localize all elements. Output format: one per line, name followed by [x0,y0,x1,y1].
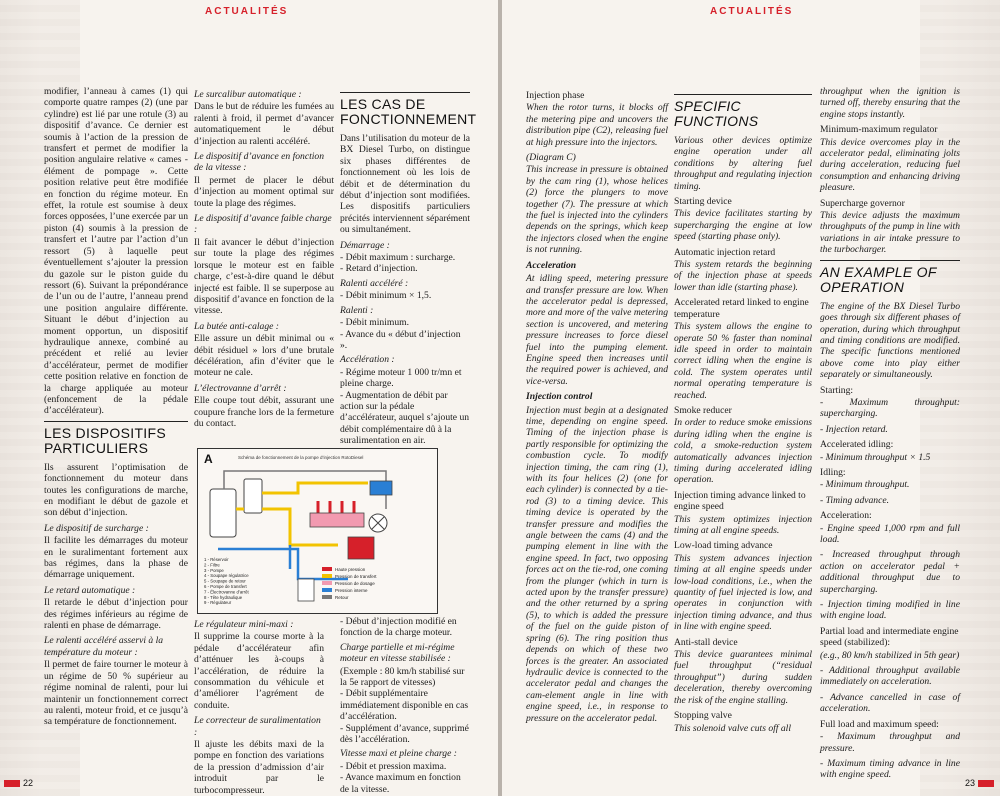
legend-color-label: Haute pression [335,567,366,572]
diagram-color-legend [322,567,377,600]
device-heading: Le régulateur mini-maxi : [194,619,294,630]
device-text: Il ajuste les débits maxi de la pompe en fonction des variations de la pression d’admission d’air introduit par le turbocompresseur. [194,739,324,796]
left-column-2 [194,86,334,433]
case-line: - Timing advance. [820,494,890,506]
legend-number-item: 7 - Électrovanne d’arrêt [204,589,249,595]
legend-color-label: Pression interne [335,588,368,593]
function-heading: Minimum-maximum regulator [820,124,938,136]
page-number-left [4,778,33,788]
legend-number-item: 6 - Pompe de transfert [204,584,247,589]
legend-number-item: 4 - Soupape régulatrice [204,573,249,579]
function-heading: Automatic injection retard [674,246,776,258]
case-line: - Augmentation de débit par action sur la pédale d’accélérateur, auquel s’ajoute un débit complémentaire dû à la suralimentation en air. [340,389,470,447]
case-line: - Maximum throughput and pressure. [820,731,960,754]
device-text: Elle coupe tout débit, assurant une coupure franche lors de la fermeture du contact. [194,395,334,429]
injection-pump-diagram [197,448,438,614]
device-heading: Le correcteur de suralimentation : [194,715,321,738]
case-heading: Full load and maximum speed: [820,718,939,730]
filter-shape [244,479,262,513]
section-title: AN EXAMPLE OF OPERATION [820,260,960,295]
section-title: LES CAS DE FONCTIONNEMENT [340,92,470,127]
case-line: - Avance maximum en fonction de la vitesse. [340,772,461,795]
case-line: - Début d’injection modifié en fonction de la charge moteur. [340,616,457,639]
function-heading: Supercharge governor [820,197,905,209]
case-line: - Retard d’injection. [340,263,418,275]
case-heading: Partial load and intermediate engine speed (stabilized): [820,625,959,649]
device-text: Elle assure un débit minimal ou « débit résiduel » lors d’une brutale décélération, afin d’éviter que le moteur ne cale. [194,333,334,379]
page-header: ACTUALITÉS [710,6,794,17]
page-number: 22 [23,778,34,788]
function-heading: Smoke reducer [674,404,732,416]
legend-swatch [322,581,332,585]
page-number: 23 [964,778,975,788]
function-text: In order to reduce smoke emissions during idling when the engine is cold, a smoke-reduction system automatically advances injection timing during accelerated idling operation. [674,417,812,486]
case-line: - Engine speed 1,000 rpm and full load. [820,522,960,545]
body-paragraph: At idling speed, metering pressure and transfer pressure are low. When the accelerator pedal is depressed, more and more of the valve metering section is uncovered, and metering pressure increases to force diesel fuel into the pumping element. Engine speed then increases until the required power is achieved, and vice-versa. [526,273,668,387]
device-heading: La butée anti-calage : [194,320,279,332]
legend-swatch [322,595,332,599]
right-column-3 [820,86,960,785]
left-column-1 [44,86,188,732]
reservoir-shape [210,489,236,537]
case-heading: Démarrage : [340,239,390,251]
diagram-caption: Schéma de fonctionnement de la pompe d’injection RotoDiesel [238,455,364,460]
section-intro: Various other devices optimize engine operation under all conditions by altering fuel throughput and regulating injection timing. [674,135,812,192]
section-intro: Ils assurent l’optimisation de fonctionnement du moteur dans toutes les configurations de marche, en modifiant le début de gazole et son début d’injection. [44,461,188,519]
case-line: - Minimum throughput × 1.5 [820,451,931,463]
pump-body-shape [348,537,374,559]
right-column-2 [674,90,812,738]
legend-swatch [322,588,332,592]
legend-swatch [322,574,332,578]
device-text: Il supprime la course morte à la pédale d’accélérateur afin d’atténuer les à-coups à l’accélération, de réduire la consommation du véhicule et d’améliorer l’agrément de conduite. [194,631,324,711]
function-heading: Accelerated retard linked to engine temperature [674,297,809,320]
device-heading: Le retard automatique : [44,584,136,596]
device-text: Il fait avancer le début d’injection sur toute la plage des régimes lorsque le moteur est en faible charge, c’est-à-dire quand le début injecté est faible. Il se superpose au dispositif d’avance en fonction de la vitesse. [194,236,334,317]
case-line: - Débit maximum : surcharge. [340,252,456,264]
case-line: - Additional throughput available immediately on acceleration. [820,665,960,688]
solenoid-shape [370,481,392,495]
device-heading: L’électrovanne d’arrêt : [194,382,287,394]
device-heading: Le dispositif de surcharge : [44,522,149,534]
case-heading: Vitesse maxi et pleine charge : [340,748,457,760]
device-text: Dans le but de réduire les fumées au ralenti à froid, il permet d’avancer automatiquement le début d’injection au ralenti accéléré. [194,101,334,147]
function-text: This system advances injection timing at all engine speeds under low-load conditions, i.e., when the quantity of fuel injected is low, and operates in conjunction with injection timing advance, and thus in line with engine speed. [674,552,812,633]
case-line: - Increased throughput through action on accelerator pedal + additional throughput due to supercharging. [820,549,960,595]
function-heading: Anti-stall device [674,636,738,648]
section-title: LES DISPOSITIFS PARTICULIERS [44,421,188,456]
folio-bar [978,780,994,787]
legend-swatch [322,567,332,571]
case-line: - Injection timing modified in line with engine load. [820,599,960,622]
diagram-letter: A [204,452,213,466]
case-line: - Maximum timing advance in line with engine speed. [820,757,960,781]
function-text: This device guarantees minimal fuel throughput (“residual throughput”) during sudden deceleration, thereby overcoming the risk of the engine stalling. [674,649,812,706]
case-line: - Débit supplémentaire immédiatement disponible en cas d’accélération. [340,688,469,723]
case-line: - Débit et pression maxima. [340,760,447,772]
case-line: - Supplément d’avance, supprimé dès l’accélération. [340,722,469,746]
case-line: - Débit minimum × 1,5. [340,290,432,302]
case-line: - Régime moteur 1 000 tr/mn et pleine charge. [340,366,462,390]
function-text: This device adjusts the maximum throughputs of the pump in line with variations in air intake pressure to the turbocharger. [820,210,960,256]
left-page [0,0,498,796]
subsection-heading: Injection phase [526,90,585,101]
left-column-2-lower [194,616,324,796]
case-line: - Maximum throughput: supercharging. [820,396,960,420]
function-text: This system optimizes injection timing at all engine speeds. [674,513,812,536]
case-line: (e.g., 80 km/h stabilized in 5th gear) [820,649,960,661]
device-heading: Le surcalibur automatique : [194,89,302,100]
function-text: This system allows the engine to operate 50 % faster than nominal idle speed in order to maintain correct idling when the engine is cold. The system operates until normal operating temperature is reached. [674,321,812,401]
legend-number-item: 2 - Filtre [204,562,220,568]
section-intro: The engine of the BX Diesel Turbo goes through six different phases of operation, during which throughput and timing conditions are modified. The specific functions mentioned above come into play either separately or simultaneously. [820,300,960,381]
device-text: Il permet de placer le début d’injection au moment optimal sur toute la plage des régimes. [194,174,334,209]
device-text: Il retarde le début d’injection pour des régimes inférieurs au régime de ralenti en phase de démarrage. [44,597,188,632]
piston-shape [298,579,314,601]
legend-number-item: 5 - Soupape de retour [204,578,246,584]
folio-bar [4,780,20,787]
diagram-number-legend [204,557,249,605]
device-text: Il facilite les démarrages du moteur en le suralimentant fortement aux bas régimes, dans la phase de démarrage uniquement. [44,535,188,581]
case-heading: Idling: [820,466,846,478]
function-heading: Starting device [674,196,732,208]
case-line: - Injection retard. [820,423,888,435]
case-heading: Ralenti accéléré : [340,277,409,289]
function-text: This solenoid valve cuts off all [674,722,791,734]
function-text: This system retards the beginning of the injection phase at speeds lower than idle (starting phase). [674,259,812,293]
function-text: This device overcomes play in the accelerator pedal, eliminating jolts during acceleration, reducing fuel consumption and enhancing driving pleasure. [820,136,960,194]
section-title: SPECIFIC FUNCTIONS [674,94,812,129]
right-column-1 [526,86,668,728]
legend-color-label: Pression de dosage [335,581,375,586]
function-heading: Low-load timing advance [674,540,773,552]
left-column-3 [340,88,477,447]
function-text: This device facilitates starting by supercharging the engine at low speed (starting phase only). [674,208,812,243]
case-heading: Acceleration: [820,510,872,522]
case-line: - Débit minimum. [340,317,410,329]
body-paragraph: When the rotor turns, it blocks off the metering pipe and uncovers the distribution pipe (C2), releasing fuel at high pressure into the injectors. [526,102,668,148]
legend-number-item: 3 - Pompe [204,567,224,573]
device-text: Il permet de faire tourner le moteur à un régime de 50 % supérieur au régime nominal de ralenti, pour lui maintenir un fonctionnement correct au ralenti, moteur froid, et ce jusqu’à sa température de fonctionnement. [44,659,188,728]
case-line: - Minimum throughput. [820,479,910,491]
function-heading: Injection timing advance linked to engine speed [674,489,806,513]
page-number-right [965,778,994,788]
device-heading: Le dispositif d’avance faible charge : [194,213,332,236]
legend-number-item: 8 - Tête hydraulique [204,594,243,600]
case-line: (Exemple : 80 km/h stabilisé sur la 5e rapport de vitesses) [340,665,465,689]
page-header: ACTUALITÉS [205,6,289,17]
subsection-heading: Acceleration [526,259,577,271]
case-heading: Accélération : [340,354,395,366]
body-paragraph: Injection must begin at a designated time, depending on engine speed. Timing of the injection phase is partly responsible for optimizing the combustion cycle. To modify injection timing, the cam ring (1), with its four helices (2) (one for each cylinder) is connected by a tie-rod (3) to a timing device. This timing device is operated by the transfer pressure and modifies the angle between the cams (4) and the pumping element in line with the engine speed. In fact, two opposing forces act on the tie-rod, one coming from the plunger (which in turn is acted upon by the transfer pressure) and the other returned by a spring (5), to which is added the pressure of the fuel on the guide piston of spring (6). The ring position thus depends on which of these two forces is the greater. An associated hydraulic device is connected to the accelerator pedal and changes the cam-element angle in line with engine speed, i.e., in response to pressure on the accelerator pedal. [526,404,668,724]
left-column-3-lower [340,616,470,795]
body-paragraph: throughput when the ignition is turned off, thereby ensuring that the engine stops instantly. [820,86,960,120]
body-paragraph: This increase in pressure is obtained by the cam ring (1), whose helices (2) force the plungers to move together (7). The pressure at which the fuel is injected into the cylinders depends on the springs, which keep the injectors closed when the engine is not running. [526,164,668,256]
metering-block [310,513,364,527]
legend-color-label: Retour [335,595,349,600]
device-heading: Le ralenti accéléré asservi à la température du moteur : [44,635,164,658]
subsection-heading: Injection control [526,391,593,403]
case-heading: Ralenti : [340,304,374,316]
legend-number-item: 9 - Régulateur [204,600,232,606]
right-page [502,0,1000,796]
case-heading: Accelerated idling: [820,439,894,451]
case-heading: Starting: [820,384,854,396]
case-line: - Advance cancelled in case of acceleration. [820,691,960,715]
case-heading: Charge partielle et mi-régime moteur en vitesse stabilisée : [340,641,455,665]
function-heading: Stopping valve [674,710,732,722]
case-line: - Avance du « début d’injection ». [340,328,461,351]
legend-color-label: Pression de transfert [335,574,377,579]
section-intro: Dans l’utilisation du moteur de la BX Diesel Turbo, on distingue six phases différentes de fonctionnement où les lois de débit et de détermination du début d’injection sont modifiées. Les dispositifs particuliers précités interviennent séparément ou simultanément. [340,133,470,236]
diagram-reference: (Diagram C) [526,152,576,164]
device-heading: Le dispositif d’avance en fonction de la vitesse : [194,151,325,174]
body-paragraph: modifier, l’anneau à cames (1) qui comporte quatre rampes (2) (une par cylindre) est lié par une rotule (3) au dispositif d’avance. Ce dernier est soumis à l’action de la pression de transfert et permet de modifier la position angulaire relative « cames - élément de pompage ». Cette position relative peut être modifiée en fonction du régime moteur. En effet, la rotule est soumise à deux forces opposées, l’une exercée par un piston (4) soumis à la pression de transfert et l’autre par l’action d’un ressort (5) à laquelle peut éventuellement s’ajouter la pression du gazole sur le piston guide du ressort (6). Suivant la prépondérance de l’un ou de l’autre, l’anneau prend une position angulaire différente. Situant le début d’injection au moment opportun, un dispositif hydraulique annexe, combiné au précédent et relié au levier d’accélérateur, permet de modifier cette position relative en fonction de la charge appliquée au moteur (enfoncement de la pédale d’accélérateur). [44,86,188,417]
legend-number-item: 1 - Réservoir [204,557,229,562]
